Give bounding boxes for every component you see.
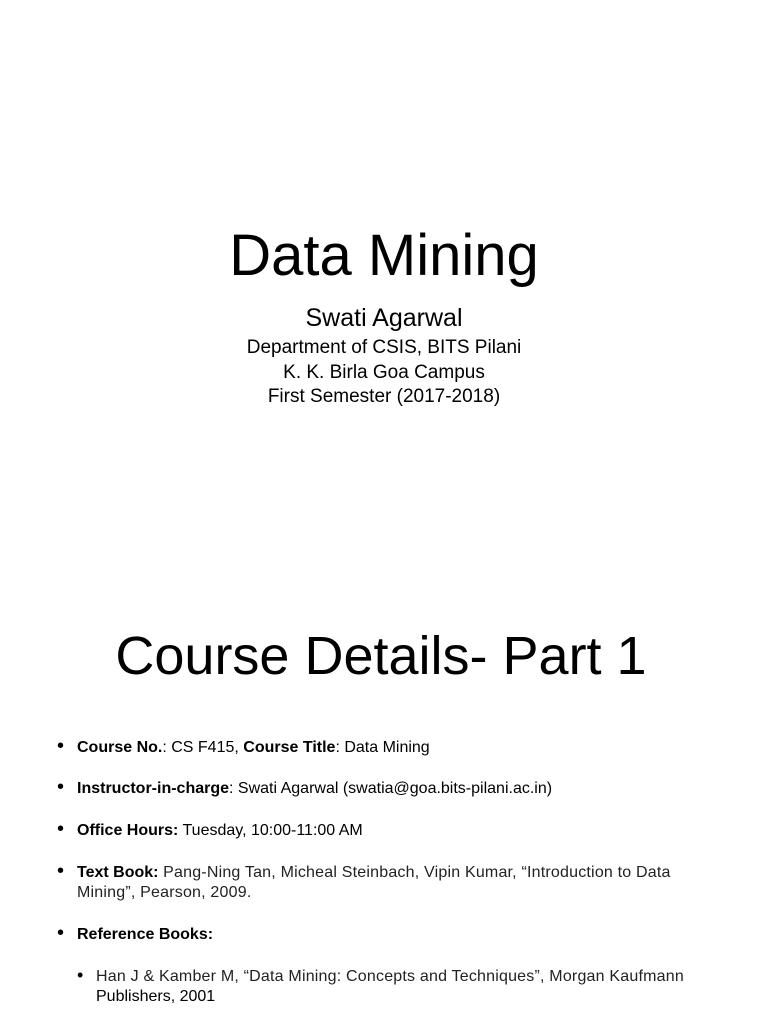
slide-title: Data Mining (229, 223, 539, 288)
reference-book-item (96, 967, 716, 1007)
bullet-reference-books (77, 925, 717, 945)
course-title-label: Course Title (243, 739, 336, 756)
bullet-course (77, 738, 717, 758)
text-book-value-cont: Mining”, Pearson, 2009. (77, 884, 252, 901)
text-book-label: Text Book: (77, 864, 159, 881)
reference-book-line: Han J & Kamber M, “Data Mining: Concepts and Techniques”, Morgan Kaufmann (96, 968, 684, 985)
bullet-list (0, 600, 768, 1024)
course-no-label: Course No. (77, 739, 163, 756)
reference-book-line-cont: Publishers, 2001 (96, 988, 216, 1005)
affiliation-line: Department of CSIS, BITS Pilani (246, 337, 522, 358)
affiliation-block (0, 336, 768, 410)
bullet-instructor (77, 779, 717, 799)
affiliation-line: K. K. Birla Goa Campus (283, 361, 485, 383)
reference-books-label: Reference Books: (77, 926, 214, 943)
slide-title: Course Details- Part 1 (115, 626, 647, 686)
bullet-office-hours (77, 821, 717, 841)
instructor-value: : Swati Agarwal (swatia@goa.bits-pilani.ac.in) (229, 780, 553, 797)
office-hours-value: Tuesday, 10:00-11:00 AM (178, 822, 363, 839)
course-details-slide (0, 600, 768, 1024)
text-book-value: Pang-Ning Tan, Micheal Steinbach, Vipin Kumar, “Introduction to Data (158, 864, 671, 881)
instructor-label: Instructor-in-charge (77, 780, 230, 797)
course-no-value: : CS F415, (162, 739, 244, 756)
bullet-text-book (77, 863, 717, 903)
affiliation-line: First Semester (2017-2018) (267, 386, 501, 407)
author-name: Swati Agarwal (305, 304, 463, 332)
office-hours-label: Office Hours: (77, 822, 179, 839)
course-title-value: : Data Mining (335, 739, 430, 756)
